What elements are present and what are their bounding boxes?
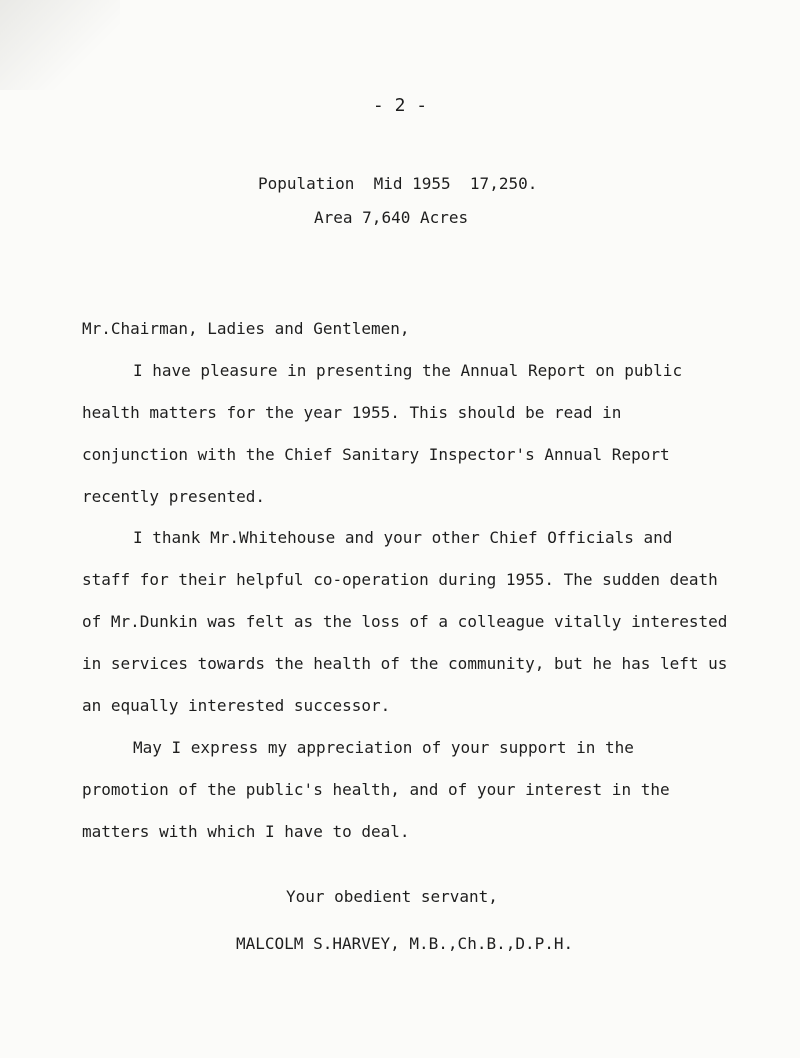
closing: Your obedient servant, [286, 887, 498, 906]
area-value: 7,640 [362, 208, 411, 227]
body-line: conjunction with the Chief Sanitary Inspector's Annual Report [82, 445, 670, 464]
body-line: May I express my appreciation of your support in the [133, 738, 634, 757]
population-line [258, 174, 537, 194]
page-number: - 2 - [372, 95, 428, 116]
signature: MALCOLM S.HARVEY, M.B.,Ch.B.,D.P.H. [236, 934, 574, 953]
body-line: of Mr.Dunkin was felt as the loss of a colleague vitally interested [82, 612, 728, 631]
area-label: Area [314, 208, 353, 227]
population-value: 17,250. [469, 174, 538, 193]
scan-shadow [0, 0, 120, 90]
area-unit: Acres [419, 208, 469, 227]
body-line: I have pleasure in presenting the Annual Report on public [133, 361, 683, 380]
body-line: promotion of the public's health, and of your interest in the [82, 780, 670, 799]
body-line: staff for their helpful co-operation during 1955. The sudden death [82, 570, 718, 589]
body-line: health matters for the year 1955. This should be read in [82, 403, 622, 422]
body-line: an equally interested successor. [82, 696, 391, 715]
salutation: Mr.Chairman, Ladies and Gentlemen, [82, 319, 410, 338]
body-line: in services towards the health of the community, but he has left us [82, 654, 728, 673]
population-period: Mid 1955 [373, 174, 451, 193]
population-label: Population [258, 174, 355, 193]
body-line: recently presented. [82, 487, 266, 506]
body-line: matters with which I have to deal. [82, 822, 410, 841]
area-line [314, 208, 468, 228]
body-line: I thank Mr.Whitehouse and your other Chief Officials and [133, 528, 673, 547]
